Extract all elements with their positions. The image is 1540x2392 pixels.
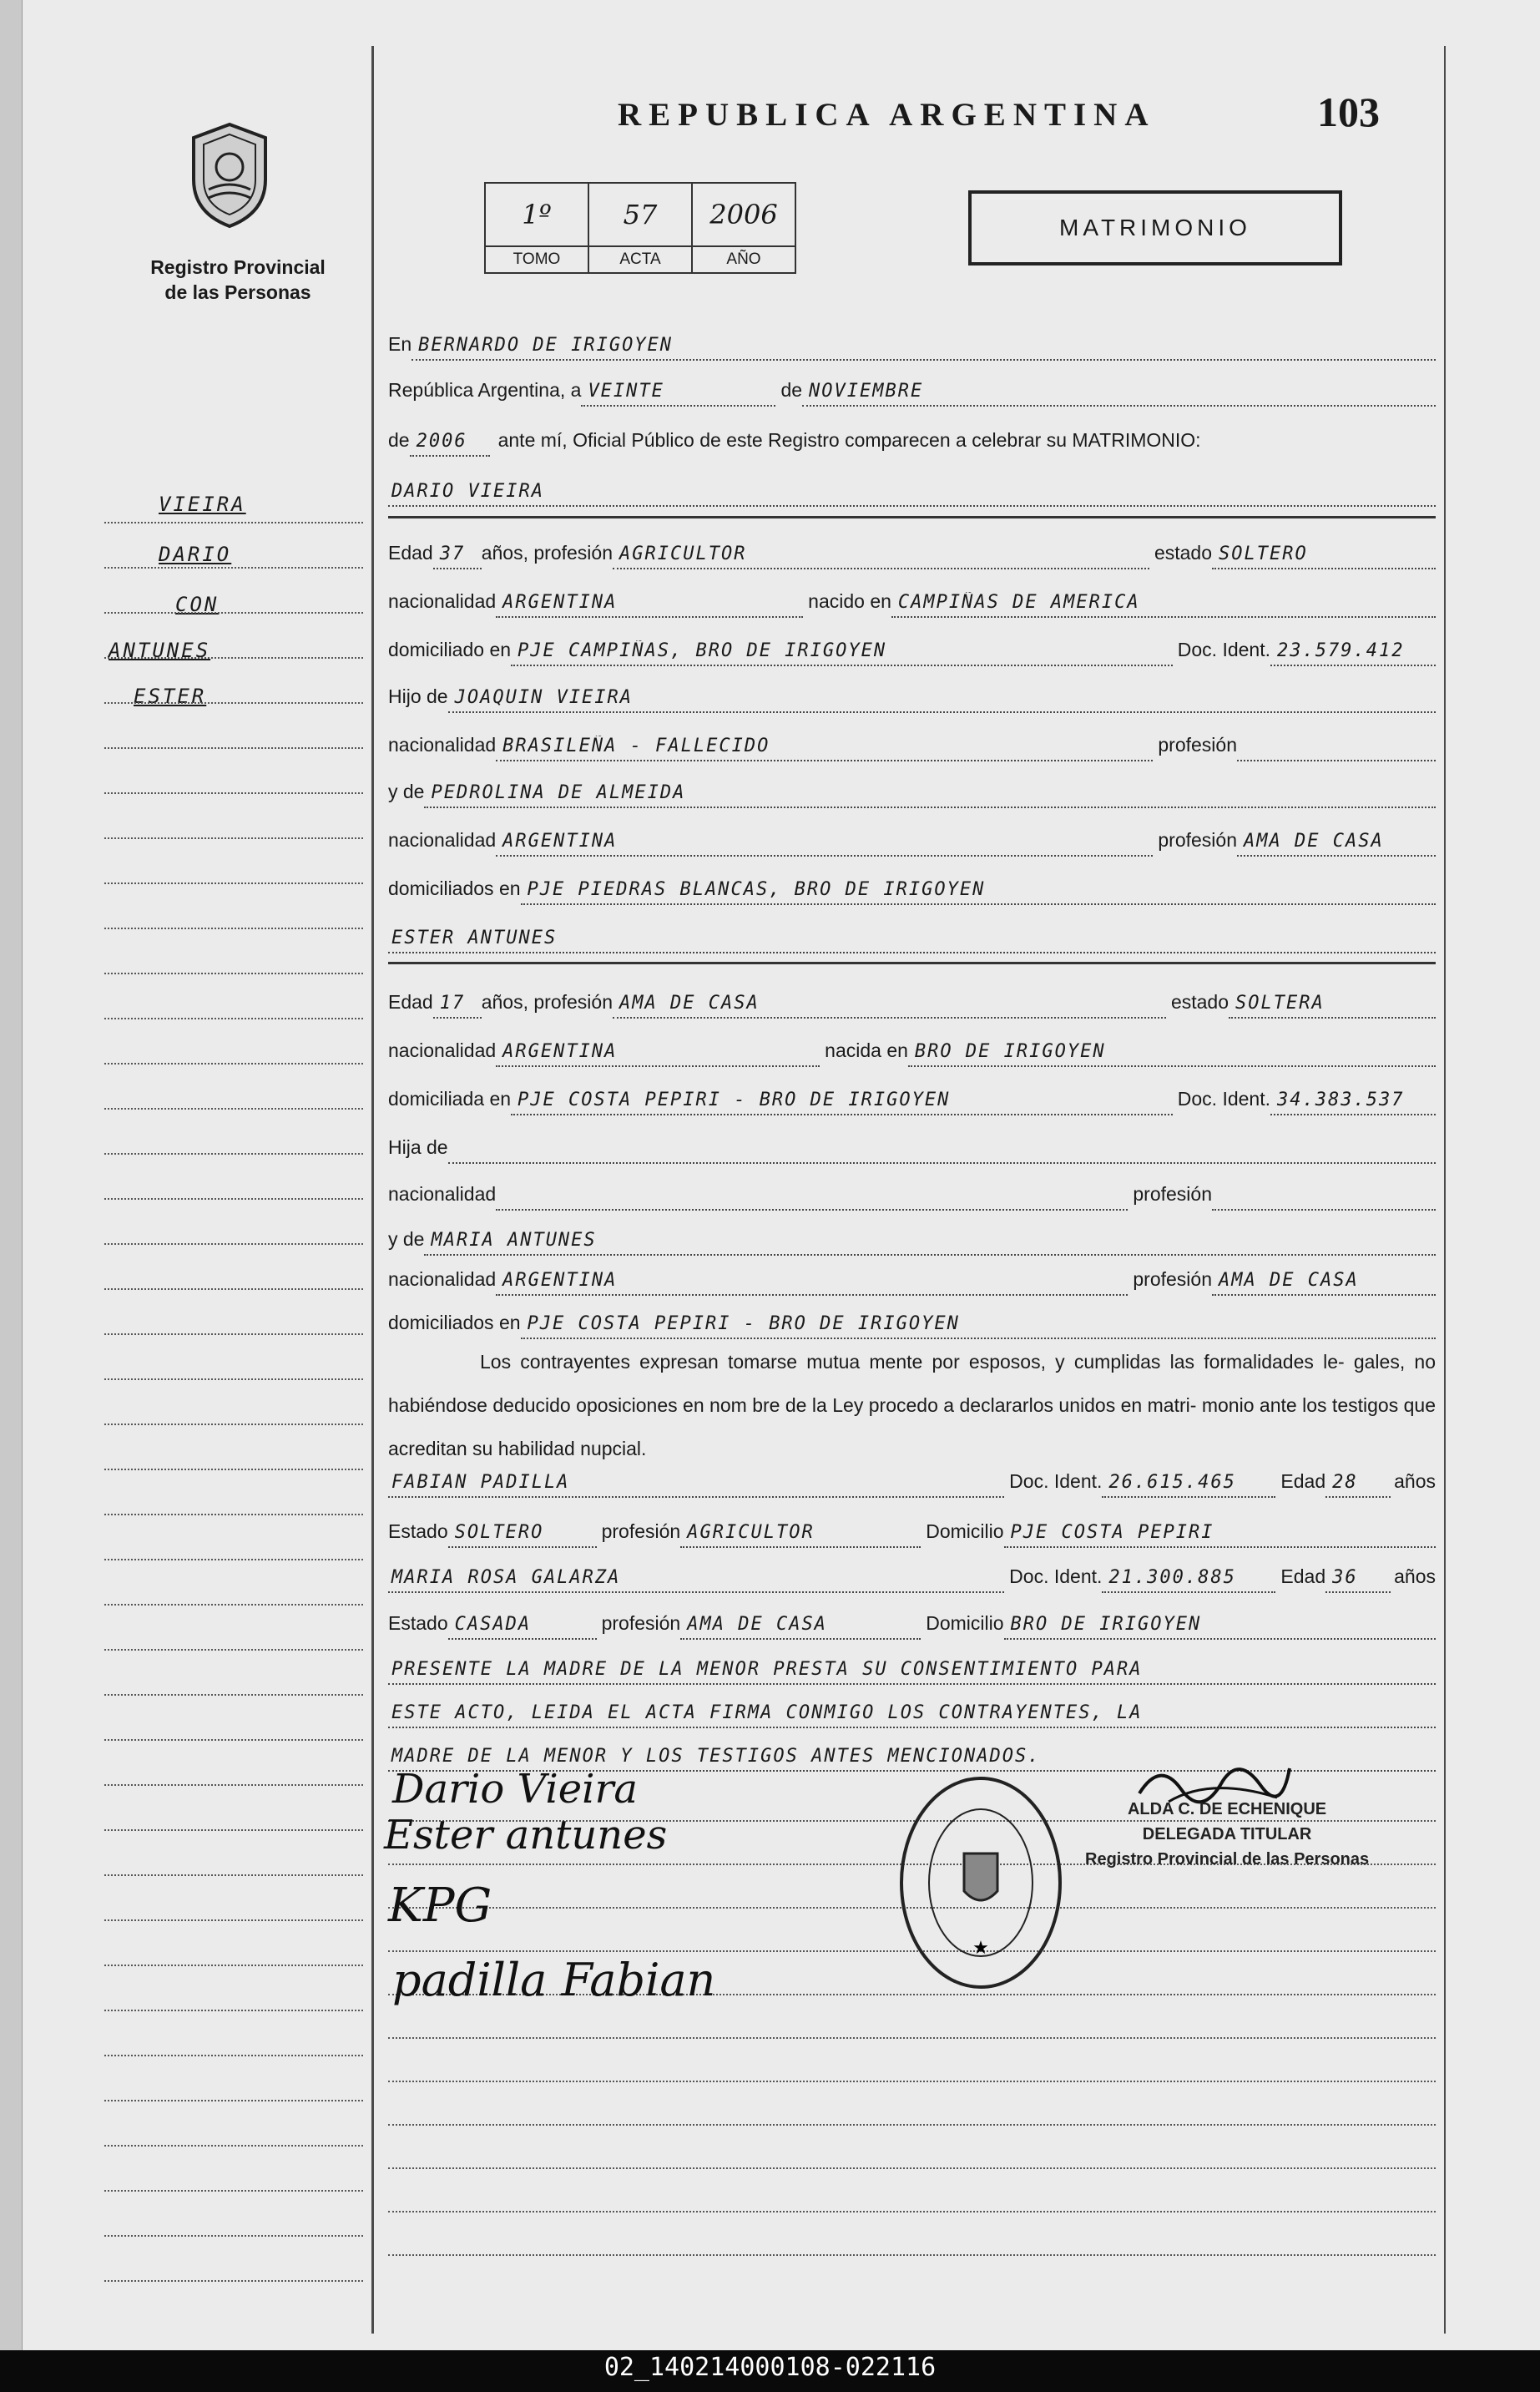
book-spine-edge [0,0,23,2350]
bride-separator [388,962,1436,964]
witness1-doc-field: 26.615.465 [1102,1472,1275,1498]
note-line-2: ESTE ACTO, LEIDA EL ACTA FIRMA CONMIGO LOS CONTRAYENTES, LA [388,1702,1436,1728]
margin-ruled-line [104,1424,363,1425]
intro-text: ante mí, Oficial Público de este Registro comparecen a celebrar su MATRIMONIO: [497,429,1201,451]
registry-name [125,255,351,305]
groom-mother-nac-label: nacionalidad [388,829,497,851]
bride-father-nac-field [496,1206,1128,1211]
year-de-label: de [388,429,410,451]
margin-ruled-line [104,1333,363,1335]
witness2-name-field: MARIA ROSA GALARZA [388,1567,1004,1593]
margin-ruled-line [104,1378,363,1380]
bride-prof-field: AMA DE CASA [613,993,1166,1019]
bride-father-field [448,1159,1436,1164]
row-groom-age [388,534,1436,569]
month-de-label: de [780,379,803,401]
groom-mother-nac-field: ARGENTINA [496,831,1153,857]
groom-nacido-label: nacido en [808,590,891,612]
margin-name-1: VIEIRA [159,493,246,516]
record-type-box: MATRIMONIO [968,190,1342,265]
groom-prof-label: años, profesión [481,542,613,564]
groom-parents-dom-field: PJE PIEDRAS BLANCAS, BRO DE IRIGOYEN [521,879,1436,905]
witness2-estado-label: Estado [388,1612,448,1634]
witness1-dom-field: PJE COSTA PEPIRI [1004,1522,1436,1548]
row-bride-dom [388,1080,1436,1115]
witness1-doc-label: Doc. Ident. [1009,1470,1103,1492]
row-witness1-name [388,1463,1436,1498]
bride-dom-field: PJE COSTA PEPIRI - BRO DE IRIGOYEN [511,1090,1173,1115]
margin-ruled-line [104,567,363,569]
note-line-1: PRESENTE LA MADRE DE LA MENOR PRESTA SU CONSENTIMIENTO PARA [388,1659,1436,1685]
margin-ruled-line [104,1784,363,1786]
official-office: Registro Provincial de las Personas [1085,1850,1370,1869]
bride-mother-prof-label: profesión [1133,1268,1212,1290]
declaration-line-1: Los contrayentes expresan tomarse mutua mente por esposos, y cumplidas las formalidades le- [480,1351,1345,1373]
row-witness2-details [388,1605,1436,1640]
official-name: ALDA C. DE ECHENIQUE [1127,1800,1327,1818]
row-bride-father-nat [388,1176,1436,1211]
official-title: DELEGADA TITULAR [1142,1825,1312,1843]
tomo-label: TOMO [485,246,588,273]
row-year [388,422,1436,457]
margin-ruled-line [104,2145,363,2147]
margin-ruled-line [104,2235,363,2237]
row-witness1-details [388,1513,1436,1548]
anio-value: 2006 [692,183,795,246]
declaration-line-3: monio ante los testigos que acreditan su habilidad nupcial. [388,1394,1436,1459]
bride-nacida-field: BRO DE IRIGOYEN [908,1041,1436,1067]
registry-line-2: de las Personas [164,281,311,303]
groom-dom-field: PJE CAMPIÑAS, BRO DE IRIGOYEN [511,640,1173,666]
row-groom-nat [388,583,1436,618]
margin-ruled-line [104,837,363,839]
bride-father-prof-field [1212,1206,1436,1211]
image-code-footer: 02_140214000108-022116 [603,2353,937,2382]
margin-name-5: ESTER [134,685,207,708]
place-field: BERNARDO DE IRIGOYEN [412,335,1436,361]
right-rule [1444,46,1446,2334]
margin-ruled-line [104,1604,363,1606]
bride-doc-field: 34.383.537 [1270,1090,1436,1115]
margin-name-3: CON [175,593,220,616]
bride-edad-label: Edad [388,991,433,1013]
bride-father-prof-label: profesión [1133,1183,1212,1205]
witness1-dom-label: Domicilio [926,1520,1004,1542]
bride-mother-nac-label: nacionalidad [388,1268,497,1290]
witness2-dom-field: BRO DE IRIGOYEN [1004,1614,1436,1640]
declaration-line-2: gales, no habiéndose deducido oposiciones en nom bre de la Ley procedo a declararlos unidos en matri- [388,1351,1436,1416]
groom-estado-field: SOLTERO [1212,544,1436,569]
groom-mother-field: PEDROLINA DE ALMEIDA [424,782,1436,808]
margin-ruled-line [104,1514,363,1515]
groom-doc-field: 23.579.412 [1270,640,1436,666]
groom-prof-field: AGRICULTOR [613,544,1149,569]
groom-father-field: JOAQUIN VIEIRA [448,687,1436,713]
row-bride-mother-nat [388,1261,1436,1296]
margin-ruled-line [104,1739,363,1741]
bride-hija-label: Hija de [388,1136,448,1158]
groom-dom-label: domiciliado en [388,639,512,660]
row-groom-parents-dom [388,870,1436,905]
margin-ruled-line [104,2190,363,2192]
row-bride-father [388,1129,1436,1164]
en-label: En [388,333,412,355]
witness1-anos-label: años [1394,1470,1436,1492]
groom-separator [388,516,1436,518]
bride-nac-label: nacionalidad [388,1039,497,1061]
margin-ruled-line [104,1649,363,1651]
witness1-estado-field: SOLTERO [448,1522,597,1548]
row-groom-mother [388,773,1436,808]
margin-ruled-line [104,747,363,749]
margin-ruled-line [104,882,363,884]
margin-ruled-line [104,522,363,523]
bride-name-field: ESTER ANTUNES [388,928,1436,953]
bride-estado-field: SOLTERA [1229,993,1436,1019]
margin-ruled-line [104,1063,363,1065]
bride-dom-label: domiciliada en [388,1088,512,1110]
body-ruled-line [388,2167,1436,2169]
groom-mother-prof-label: profesión [1158,829,1237,851]
margin-ruled-line [104,657,363,659]
margin-ruled-line [104,1965,363,1966]
row-date [388,372,1436,407]
tomo-value: 1º [485,183,588,246]
row-groom-dom [388,631,1436,666]
margin-ruled-line [104,1694,363,1696]
province-crest-logo [184,121,275,230]
groom-nacido-field: CAMPIÑAS DE AMERICA [891,592,1436,618]
row-bride-age [388,984,1436,1019]
groom-father-prof-label: profesión [1158,734,1237,756]
bride-parents-dom-field: PJE COSTA PEPIRI - BRO DE IRIGOYEN [521,1313,1436,1339]
witness1-name-field: FABIAN PADILLA [388,1472,1004,1498]
row-bride-mother [388,1221,1436,1256]
bride-edad-field: 17 [433,993,482,1019]
witness2-doc-field: 21.300.885 [1102,1567,1275,1593]
witness1-edad-field: 28 [1325,1472,1391,1498]
margin-ruled-line [104,973,363,974]
margin-ruled-line [104,1153,363,1155]
record-id-boxes [484,182,796,274]
groom-ymadre-label: y de [388,781,425,802]
bride-prof-label: años, profesión [481,991,613,1013]
margin-ruled-line [104,1829,363,1831]
groom-estado-label: estado [1154,542,1212,564]
margin-ruled-line [104,1874,363,1876]
anio-label: AÑO [692,246,795,273]
body-ruled-line [388,2081,1436,2082]
witness1-prof-field: AGRICULTOR [680,1522,921,1548]
witness2-doc-label: Doc. Ident. [1009,1565,1103,1587]
witness2-prof-field: AMA DE CASA [680,1614,921,1640]
margin-ruled-line [104,2010,363,2011]
bride-signature: Ester antunes [384,1812,668,1858]
note-line-3: MADRE DE LA MENOR Y LOS TESTIGOS ANTES MENCIONADOS. [388,1746,1436,1772]
witness1-edad-label: Edad [1280,1470,1326,1492]
groom-nac-label: nacionalidad [388,590,497,612]
bride-father-nac-label: nacionalidad [388,1183,497,1205]
groom-parents-dom-label: domiciliados en [388,877,521,899]
groom-father-prof-field [1237,756,1436,761]
margin-ruled-line [104,792,363,794]
svg-text:★: ★ [972,1938,989,1959]
bride-nac-field: ARGENTINA [496,1041,820,1067]
margin-ruled-line [104,2280,363,2282]
republica-label: República Argentina, a [388,379,582,401]
groom-father-nac-label: nacionalidad [388,734,497,756]
witness2-prof-label: profesión [601,1612,681,1634]
witness1-estado-label: Estado [388,1520,448,1542]
acta-label: ACTA [588,246,692,273]
row-bride-parents-dom [388,1304,1436,1339]
witness2-edad-label: Edad [1280,1565,1326,1587]
row-groom-name [388,472,1436,507]
body-ruled-line [388,2211,1436,2212]
groom-doc-label: Doc. Ident. [1177,639,1270,660]
row-groom-mother-nat [388,822,1436,857]
margin-ruled-line [104,1108,363,1110]
month-field: NOVIEMBRE [802,381,1436,407]
margin-rule [371,46,374,2334]
witness2-anos-label: años [1394,1565,1436,1587]
day-field: VEINTE [581,381,775,407]
margin-ruled-line [104,1469,363,1470]
bride-mother-prof-field: AMA DE CASA [1212,1270,1436,1296]
groom-name-field: DARIO VIEIRA [388,481,1436,507]
page-title: REPUBLICA ARGENTINA [618,97,1156,133]
margin-ruled-line [104,2100,363,2101]
margin-name-2: DARIO [159,543,232,566]
margin-ruled-line [104,1559,363,1560]
groom-edad-field: 37 [433,544,482,569]
margin-ruled-line [104,1288,363,1290]
bride-ymadre-label: y de [388,1228,425,1250]
row-place [388,326,1436,361]
row-groom-father [388,678,1436,713]
bride-mother-field: MARIA ANTUNES [424,1230,1436,1256]
body-ruled-line [388,2037,1436,2039]
groom-signature: Dario Vieira [392,1766,639,1813]
declaration-text [388,1340,1436,1470]
margin-ruled-line [104,1919,363,1921]
official-seal-stamp [897,1774,1064,1991]
page-number: 103 [1317,88,1380,135]
row-groom-father-nat [388,726,1436,761]
margin-ruled-line [104,2055,363,2056]
margin-ruled-line [104,1243,363,1245]
margin-ruled-line [104,702,363,704]
witness2-dom-label: Domicilio [926,1612,1004,1634]
year-field: 2006 [410,431,490,457]
groom-hijo-label: Hijo de [388,685,448,707]
row-bride-name [388,918,1436,953]
margin-ruled-line [104,928,363,929]
body-ruled-line [388,2124,1436,2126]
bride-estado-label: estado [1170,991,1229,1013]
groom-nac-field: ARGENTINA [496,592,803,618]
margin-ruled-line [104,1198,363,1200]
witness2-estado-field: CASADA [448,1614,597,1640]
registry-line-1: Registro Provincial [150,256,326,278]
official-seal-text [1085,1797,1369,1872]
groom-father-nac-field: BRASILEÑA - FALLECIDO [496,736,1153,761]
body-ruled-line [388,2254,1436,2256]
bride-mother-nac-field: ARGENTINA [496,1270,1128,1296]
bride-parents-dom-label: domiciliados en [388,1312,521,1333]
witness2-edad-field: 36 [1325,1567,1391,1593]
row-note-2 [388,1693,1436,1728]
witness-signature: padilla Fabian [392,1954,716,2006]
acta-value: 57 [588,183,692,246]
groom-mother-prof-field: AMA DE CASA [1237,831,1436,857]
bride-doc-label: Doc. Ident. [1177,1088,1270,1110]
bride-nacida-label: nacida en [825,1039,908,1061]
margin-ruled-line [104,612,363,614]
mother-signature: KPG [388,1879,492,1933]
groom-edad-label: Edad [388,542,433,564]
row-witness2-name [388,1558,1436,1593]
row-note-1 [388,1650,1436,1685]
row-bride-nat [388,1032,1436,1067]
witness1-prof-label: profesión [601,1520,681,1542]
margin-ruled-line [104,1018,363,1019]
margin-name-4: ANTUNES [109,639,211,662]
